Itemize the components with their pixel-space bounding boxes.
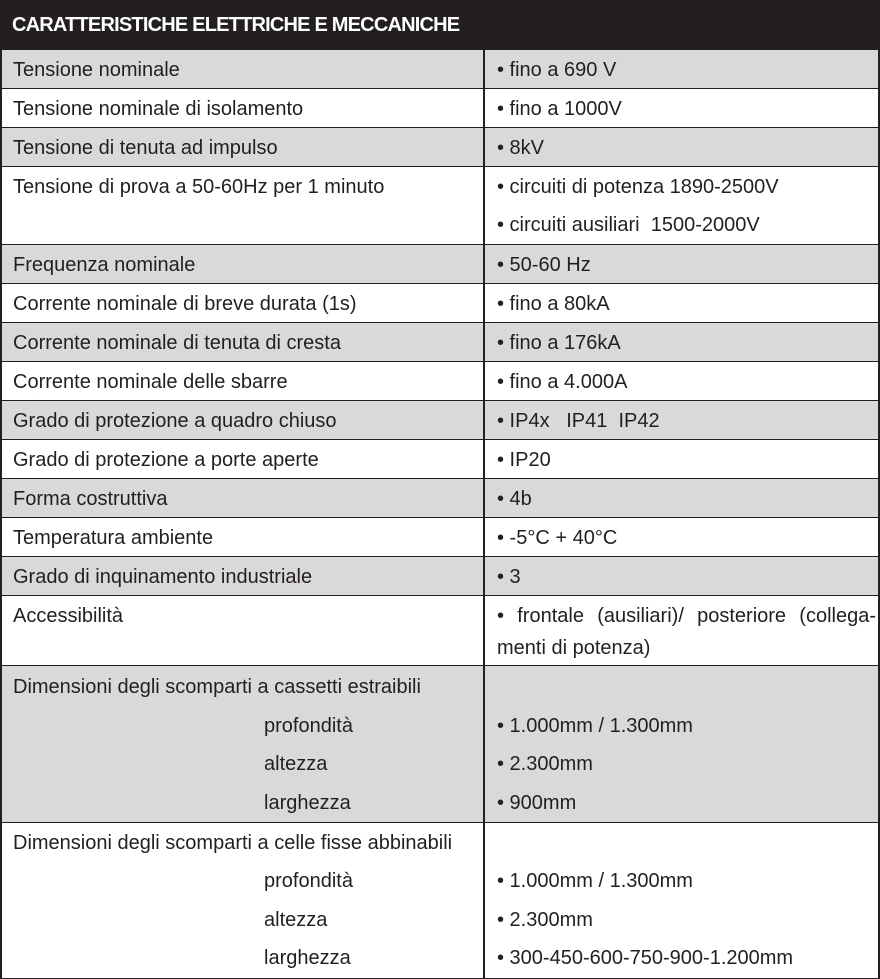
spec-value-cell [485,89,878,127]
spec-label-cell [2,479,485,517]
table-row [2,596,878,666]
spec-label: Corrente nominale di breve durata (1s) [13,293,357,315]
spec-value: • fino a 176kA [497,332,621,354]
spec-label-cell [2,323,485,361]
dimension-label: larghezza [264,946,351,969]
spec-label: Tensione nominale di isolamento [13,98,304,120]
spec-label-cell [2,89,485,127]
table-row [2,284,878,323]
spec-value: • 4b [497,488,532,510]
table-row [2,128,878,167]
table-row [2,362,878,401]
spec-value: • fino a 1000V [497,98,622,120]
dimension-value: • 2.300mm [497,753,593,776]
spec-label: Dimensioni degli scomparti a cassetti estraibili [13,676,421,698]
spec-label: Tensione nominale [13,59,180,81]
spec-value: • fino a 80kA [497,293,610,315]
table-row [2,518,878,557]
spec-value-cell [485,666,878,822]
spec-label: Temperatura ambiente [13,527,214,549]
spec-value-cell [485,479,878,517]
spec-value-cell [485,401,878,439]
section-title: CARATTERISTICHE ELETTRICHE E MECCANICHE [12,14,460,36]
spec-value: • -5°C + 40°C [497,527,618,549]
spec-label: Grado di protezione a quadro chiuso [13,410,337,432]
spec-label: Corrente nominale delle sbarre [13,371,288,393]
spec-label-cell [2,666,485,822]
table-row [2,440,878,479]
spec-value: • IP20 [497,449,551,471]
table-row [2,401,878,440]
spec-value-cell [485,596,878,665]
spec-label-cell [2,167,485,244]
dimension-label: profondità [264,870,353,893]
spec-label-cell [2,284,485,322]
spec-value: menti di potenza) [497,637,651,659]
spec-value: • 3 [497,566,521,588]
spec-label-cell [2,362,485,400]
spec-value: • 50-60 Hz [497,254,591,276]
section-header [0,0,880,50]
spec-value-cell [485,128,878,166]
table-row [2,245,878,284]
spec-value-cell [485,167,878,244]
spec-value: • circuiti ausiliari 1500-2000V [497,214,760,236]
spec-label: Grado di inquinamento industriale [13,566,313,588]
dimension-label: altezza [264,908,328,931]
spec-value: • fino a 4.000A [497,371,628,393]
spec-value-cell [485,518,878,556]
spec-label-cell [2,557,485,595]
table-row [2,50,878,89]
dimension-value: • 1.000mm / 1.300mm [497,714,693,737]
empty-line [497,668,876,707]
spec-label-cell [2,245,485,283]
table-row [2,89,878,128]
spec-value-cell [485,284,878,322]
spec-value: • fino a 690 V [497,59,617,81]
spec-value-cell [485,362,878,400]
dimension-value: • 1.000mm / 1.300mm [497,870,693,893]
dimension-value: • 900mm [497,791,577,814]
spec-label-cell [2,823,485,978]
spec-value-cell [485,323,878,361]
table-row [2,479,878,518]
spec-value: • IP4x IP41 IP42 [497,410,660,432]
table-row [2,323,878,362]
spec-value-cell [485,50,878,88]
spec-value-cell [485,823,878,978]
spec-label: Tensione di prova a 50-60Hz per 1 minuto [13,176,385,198]
table-row [2,823,878,979]
spec-label: Accessibilità [13,605,124,627]
spec-value: • frontale (ausiliari)/ posteriore (collega- [497,605,876,627]
spec-label-cell [2,440,485,478]
dimension-label: altezza [264,753,328,776]
spec-label-cell [2,401,485,439]
spec-label-cell [2,596,485,665]
empty-line [497,824,876,862]
spec-value-cell [485,557,878,595]
table-row [2,557,878,596]
dimension-label: profondità [264,714,353,737]
table-row [2,666,878,823]
dimension-value: • 300-450-600-750-900-1.200mm [497,946,794,969]
spec-label-cell [2,50,485,88]
spec-label: Frequenza nominale [13,254,196,276]
spec-label: Tensione di tenuta ad impulso [13,137,278,159]
spec-label-cell [2,518,485,556]
spec-value-cell [485,440,878,478]
table-row [2,167,878,245]
spec-label: Corrente nominale di tenuta di cresta [13,332,341,354]
spec-label: Dimensioni degli scomparti a celle fisse abbinabili [13,832,453,854]
spec-label-cell [2,128,485,166]
spec-label: Forma costruttiva [13,488,168,510]
spec-table [0,50,880,979]
dimension-label: larghezza [264,791,351,814]
spec-label: Grado di protezione a porte aperte [13,449,319,471]
spec-value: • 8kV [497,137,545,159]
spec-value: • circuiti di potenza 1890-2500V [497,176,779,198]
spec-value-cell [485,245,878,283]
dimension-value: • 2.300mm [497,908,593,931]
